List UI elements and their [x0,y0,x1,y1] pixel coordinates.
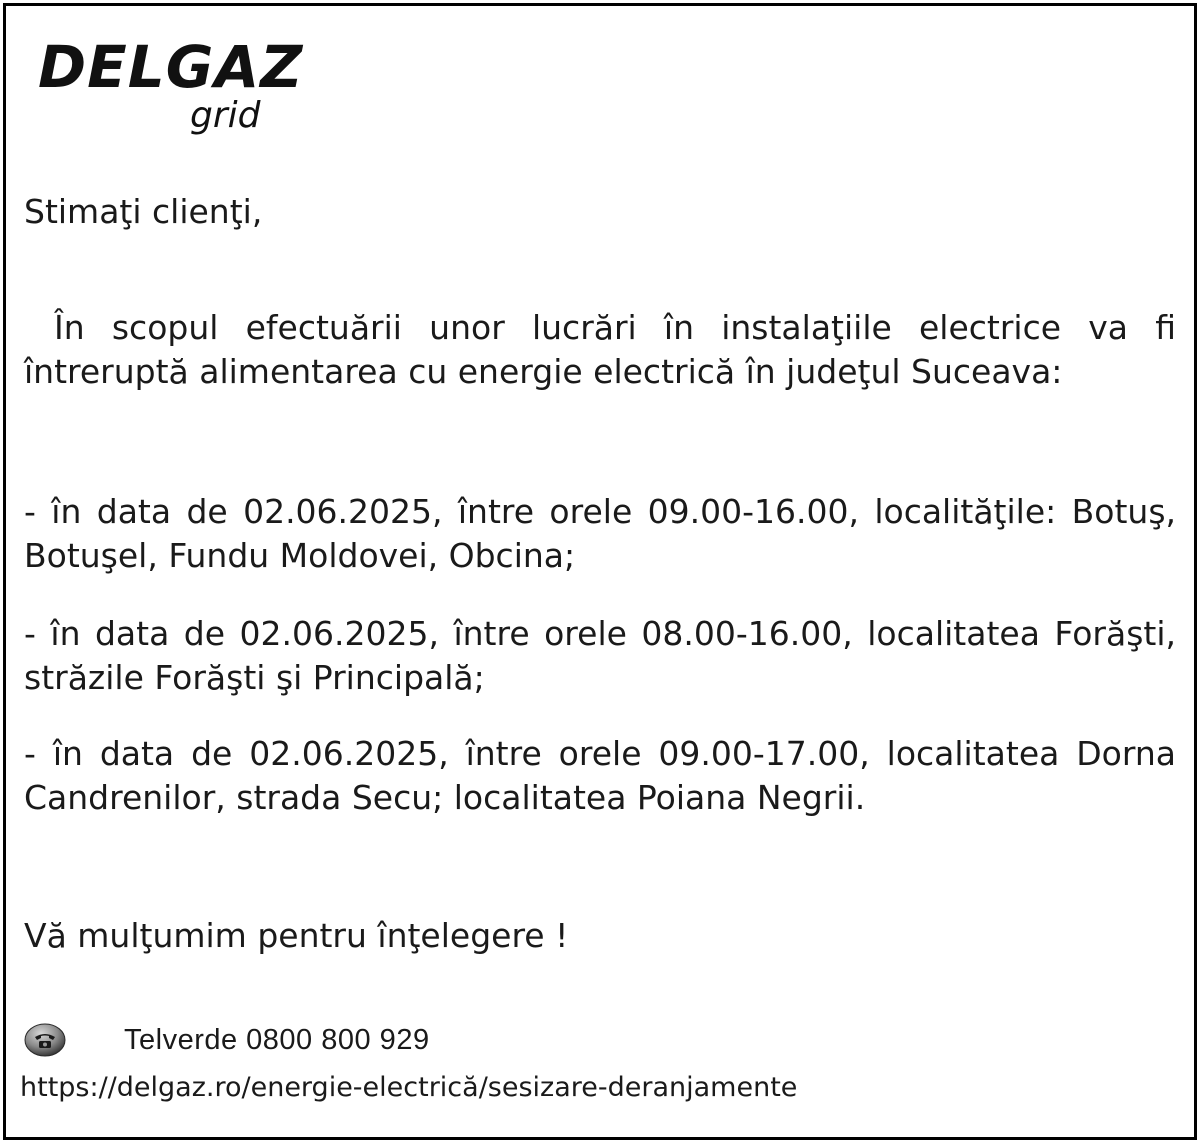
greeting: Stimaţi clienţi, [24,192,263,231]
phone-number: Telverde 0800 800 929 [124,1023,430,1056]
logo-sub: grid [190,95,261,136]
delgaz-grid-logo [38,33,304,138]
phone-contact [24,1018,430,1062]
logo-brand: DELGAZ [38,33,304,101]
outage-item-1: - în data de 02.06.2025, între orele 09.00-16.00, localităţile: Botuş, Botuşel, Fundu Moldovei, Obcina; [24,492,1176,575]
telephone-icon [24,1022,66,1058]
outage-item-2: - în data de 02.06.2025, între orele 08.00-16.00, localitatea Forăşti, străzile Forăşti şi Principală; [24,614,1176,697]
outage-item-3: - în data de 02.06.2025, între orele 09.00-17.00, localitatea Dorna Candrenilor, strada Secu; localitatea Poiana Negrii. [24,734,1176,817]
report-url[interactable]: https://delgaz.ro/energie-electrică/sesizare-deranjamente [20,1072,798,1103]
closing-line: Vă mulţumim pentru înţelegere ! [24,916,569,955]
intro-paragraph: În scopul efectuării unor lucrări în instalaţiile electrice va fi întreruptă alimentarea cu energie electrică în judeţul Suceava: [24,308,1176,391]
